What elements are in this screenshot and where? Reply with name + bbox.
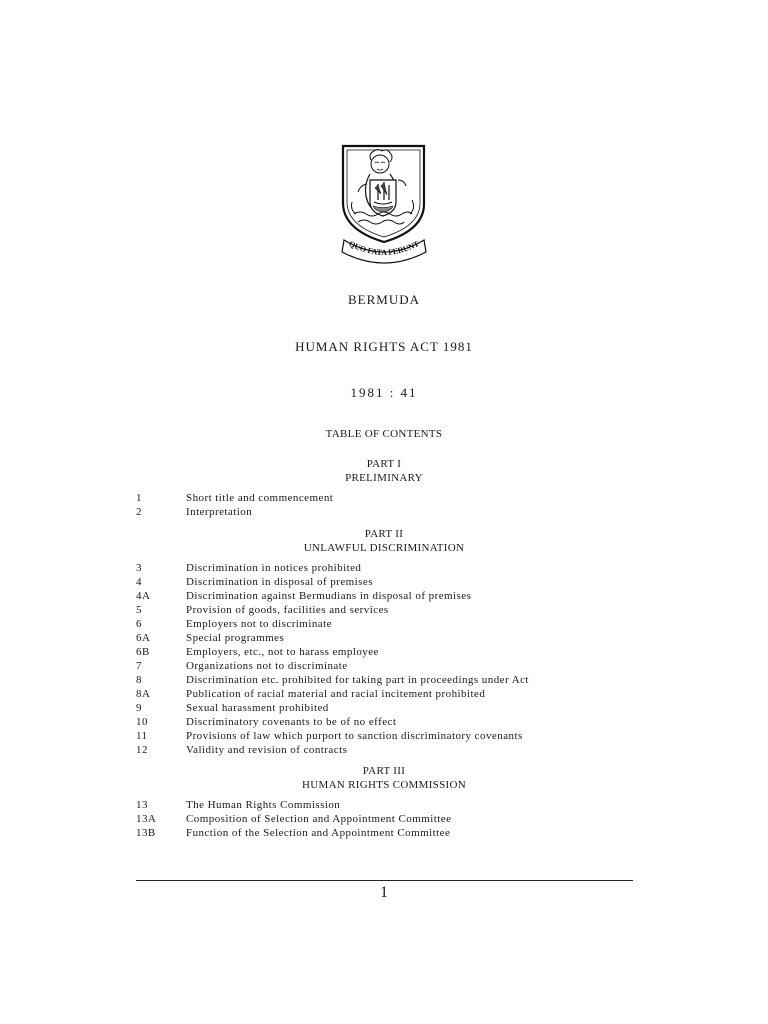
toc-entry[interactable]: [136, 743, 529, 757]
section-title: Discrimination in disposal of premises: [186, 576, 373, 588]
part-2-sections: [136, 561, 529, 757]
section-number: 8: [136, 674, 142, 686]
toc-entry[interactable]: [136, 798, 451, 812]
section-title: Function of the Selection and Appointment Committee: [186, 827, 451, 839]
section-title: Discrimination etc. prohibited for taking part in proceedings under Act: [186, 674, 529, 686]
toc-entry[interactable]: [136, 631, 529, 645]
country-name: BERMUDA: [347, 292, 420, 307]
section-number: 9: [136, 702, 142, 714]
toc-entry[interactable]: [136, 491, 333, 505]
section-title: Employers not to discriminate: [186, 618, 332, 630]
toc-entry[interactable]: [136, 715, 529, 729]
toc-entry[interactable]: [136, 826, 451, 840]
section-number: 2: [136, 506, 142, 518]
part-3-label: PART III: [362, 765, 406, 777]
part-3-title: HUMAN RIGHTS COMMISSION: [302, 779, 466, 791]
section-title: Discriminatory covenants to be of no effect: [186, 716, 397, 728]
section-number: 6: [136, 618, 142, 630]
section-number: 6B: [136, 646, 150, 658]
section-title: Discrimination in notices prohibited: [186, 562, 362, 574]
toc-entry[interactable]: [136, 659, 529, 673]
section-title: Special programmes: [186, 632, 285, 644]
toc-entry[interactable]: [136, 701, 529, 715]
part-2-label: PART II: [364, 528, 404, 540]
toc-entry[interactable]: [136, 589, 529, 603]
section-number: 7: [136, 660, 142, 672]
part-1-title: PRELIMINARY: [345, 472, 423, 484]
section-title: Composition of Selection and Appointment Committee: [186, 813, 452, 825]
section-number: 11: [136, 730, 148, 742]
section-number: 12: [136, 744, 148, 756]
page-number: 1: [380, 884, 388, 901]
bermuda-coat-of-arms: [340, 144, 428, 266]
toc-entry[interactable]: [136, 617, 529, 631]
act-number: 1981 : 41: [350, 385, 418, 400]
section-title: Publication of racial material and racial incitement prohibited: [186, 688, 486, 700]
section-number: 4A: [136, 590, 151, 602]
section-title: Interpretation: [186, 506, 253, 518]
section-number: 13A: [136, 813, 157, 825]
toc-entry[interactable]: [136, 812, 451, 826]
section-title: Validity and revision of contracts: [186, 744, 348, 756]
toc-entry[interactable]: [136, 575, 529, 589]
section-title: Provisions of law which purport to sanction discriminatory covenants: [186, 730, 523, 742]
toc-heading: TABLE OF CONTENTS: [325, 428, 443, 440]
section-number: 6A: [136, 632, 151, 644]
toc-entry[interactable]: [136, 603, 529, 617]
toc-entry[interactable]: [136, 505, 333, 519]
part-2-title: UNLAWFUL DISCRIMINATION: [303, 542, 465, 554]
section-number: 10: [136, 716, 148, 728]
section-number: 3: [136, 562, 142, 574]
section-number: 1: [136, 492, 142, 504]
section-title: Short title and commencement: [186, 492, 334, 504]
footer-divider: [136, 880, 633, 881]
section-title: Sexual harassment prohibited: [186, 702, 329, 714]
toc-entry[interactable]: [136, 673, 529, 687]
act-title: HUMAN RIGHTS ACT 1981: [295, 339, 473, 354]
section-title: Discrimination against Bermudians in disposal of premises: [186, 590, 472, 602]
section-title: Organizations not to discriminate: [186, 660, 348, 672]
toc-entry[interactable]: [136, 729, 529, 743]
toc-entry[interactable]: [136, 687, 529, 701]
section-title: The Human Rights Commission: [186, 799, 341, 811]
section-number: 13B: [136, 827, 156, 839]
section-title: Provision of goods, facilities and services: [186, 604, 389, 616]
section-number: 8A: [136, 688, 151, 700]
section-title: Employers, etc., not to harass employee: [186, 646, 379, 658]
section-number: 4: [136, 576, 142, 588]
toc-entry[interactable]: [136, 645, 529, 659]
section-number: 5: [136, 604, 142, 616]
toc-entry[interactable]: [136, 561, 529, 575]
crest-motto: QUO FATA FERUNT: [347, 239, 421, 258]
part-1-label: PART I: [366, 458, 402, 470]
part-3-sections: [136, 798, 451, 840]
section-number: 13: [136, 799, 148, 811]
part-1-sections: [136, 491, 333, 519]
